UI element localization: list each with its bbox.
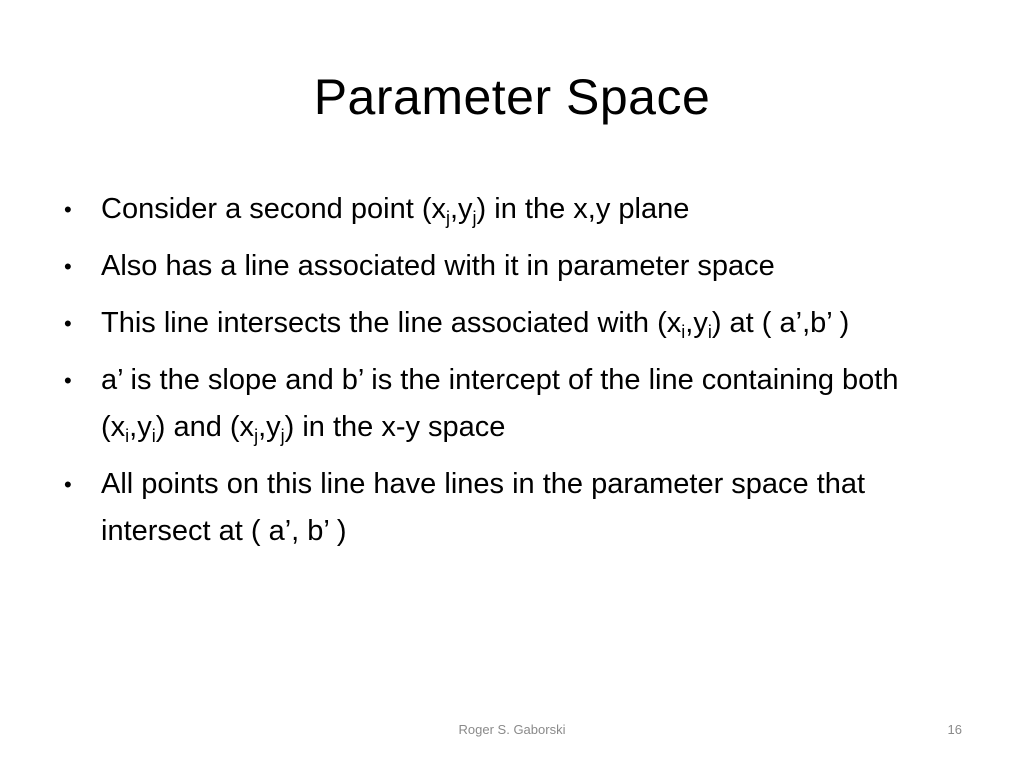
bullet-dot-icon: • <box>64 368 72 393</box>
bullet-text <box>101 193 690 228</box>
subscript: j <box>472 208 477 228</box>
bullet-dot-icon: • <box>64 197 72 222</box>
text-segment: ) at ( a’,b’ ) <box>711 307 850 339</box>
text-segment: ) in the x-y space <box>284 411 506 443</box>
text-segment: a’ is the slope and b’ is the intercept of the line containing both (x <box>101 364 899 443</box>
footer-author: Roger S. Gaborski <box>458 722 566 737</box>
bullet-text <box>101 250 775 282</box>
bullet-dot-icon: • <box>64 254 72 279</box>
text-segment: ) in the x,y plane <box>476 193 690 225</box>
slide-title: Parameter Space <box>313 69 711 125</box>
text-segment: ,y <box>685 307 708 339</box>
bullet-text <box>101 307 850 342</box>
subscript: i <box>681 322 686 342</box>
text-segment: This line intersects the line associated with (x <box>101 307 682 339</box>
bullet-item <box>64 300 964 347</box>
subscript: j <box>254 426 259 446</box>
bullet-item <box>64 186 964 233</box>
subscript: j <box>280 426 285 446</box>
bullet-dot-icon: • <box>64 472 72 497</box>
text-segment: ,y <box>129 411 152 443</box>
subscript: i <box>125 426 130 446</box>
slide-number: 16 <box>947 722 962 737</box>
text-segment: ,y <box>449 193 473 225</box>
bullet-item <box>64 357 964 451</box>
bullet-text <box>101 364 899 446</box>
bullet-item <box>64 461 964 555</box>
text-segment: Also has a line associated with it in parameter space <box>101 250 775 282</box>
bullet-list <box>64 186 964 565</box>
subscript: j <box>445 208 450 228</box>
text-segment: All points on this line have lines in the parameter space that intersect at ( a’, b’ ) <box>101 468 866 547</box>
bullet-item <box>64 243 964 290</box>
bullet-text <box>101 468 865 547</box>
text-segment: ) and (x <box>155 411 255 443</box>
bullet-dot-icon: • <box>64 311 72 336</box>
subscript: i <box>151 426 156 446</box>
text-segment: ,y <box>258 411 281 443</box>
text-segment: Consider a second point (x <box>101 193 446 225</box>
subscript: i <box>707 322 712 342</box>
